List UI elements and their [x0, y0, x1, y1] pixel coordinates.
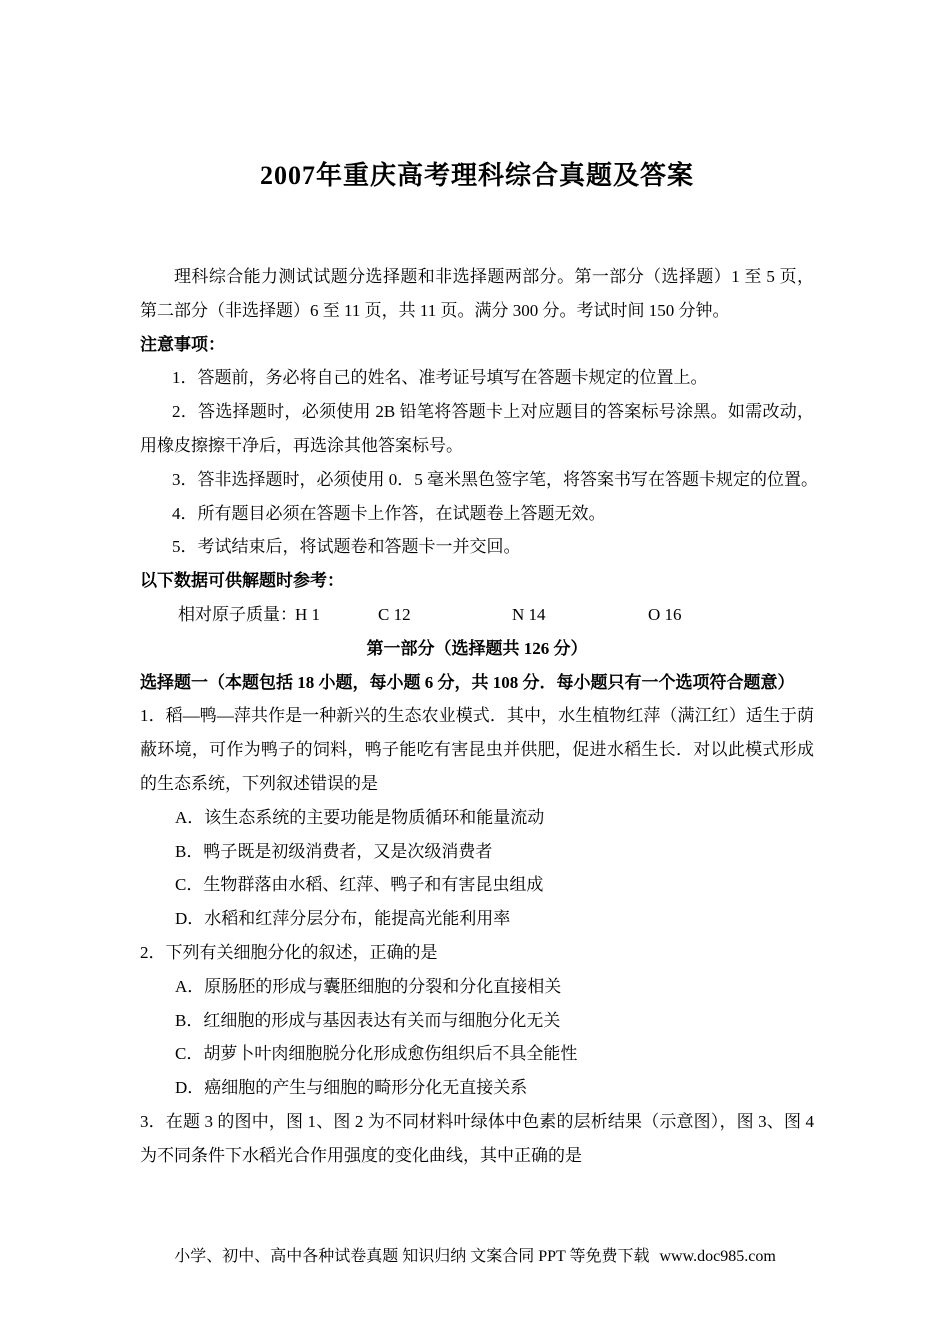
notice-heading: 注意事项：: [140, 334, 225, 354]
question-1-option-d: D．水稻和红萍分层分布，能提高光能利用率: [175, 909, 511, 929]
atomic-mass-o: O 16: [648, 604, 682, 624]
question-3-stem: 3．在题 3 的图中，图 1、图 2 为不同材料叶绿体中色素的层析结果（示意图），图 3、图 4 为不同条件下水稻光合作用强度的变化曲线，其中正确的是: [140, 1111, 814, 1165]
notice-item-5: 5．考试结束后，将试题卷和答题卡一并交回。: [172, 537, 521, 557]
question-2-option-c: C．胡萝卜叶肉细胞脱分化形成愈伤组织后不具全能性: [175, 1044, 578, 1064]
question-1-option-b: B．鸭子既是初级消费者，又是次级消费者: [175, 841, 493, 861]
multiple-choice-section-heading: 选择题一（本题包括 18 小题，每小题 6 分，共 108 分．每小题只有一个选项符合题意）: [140, 672, 795, 692]
footer-text: 小学、初中、高中各种试卷真题 知识归纳 文案合同 PPT 等免费下载: [174, 1248, 650, 1265]
page-footer: [0, 1246, 950, 1268]
notice-item-4: 4．所有题目必须在答题卡上作答，在试题卷上答题无效。: [172, 503, 606, 523]
footer-url: www.doc985.com: [659, 1248, 776, 1265]
question-2-option-b: B．红细胞的形成与基因表达有关而与细胞分化无关: [175, 1010, 561, 1030]
atomic-mass-label: 相对原子质量：: [178, 604, 297, 624]
question-1-stem: 1．稻—鸭—萍共作是一种新兴的生态农业模式．其中，水生植物红萍（满江红）适生于荫蔽环境，可作为鸭子的饲料，鸭子能吃有害昆虫并供肥，促进水稻生长．对以此模式形成的生态系统，下列叙述错误的是: [140, 706, 814, 793]
part1-heading: 第一部分（选择题共 126 分）: [366, 638, 588, 658]
question-1-option-c: C．生物群落由水稻、红萍、鸭子和有害昆虫组成: [175, 875, 544, 895]
reference-heading: 以下数据可供解题时参考：: [140, 571, 344, 591]
intro-paragraph: 理科综合能力测试试题分选择题和非选择题两部分。第一部分（选择题）1 至 5 页，第二部分（非选择题）6 至 11 页，共 11 页。满分 300 分。考试时间 150 分钟。: [140, 267, 814, 320]
question-1-option-a: A．该生态系统的主要功能是物质循环和能量流动: [175, 807, 545, 827]
notice-item-3: 3．答非选择题时，必须使用 0．5 毫米黑色签字笔，将答案书写在答题卡规定的位置。: [172, 469, 818, 489]
question-2-stem: 2．下列有关细胞分化的叙述，正确的是: [140, 942, 438, 962]
atomic-mass-line: [140, 598, 814, 632]
atomic-mass-h: H 1: [295, 604, 321, 624]
atomic-mass-c: C 12: [378, 604, 411, 624]
atomic-mass-n: N 14: [512, 604, 546, 624]
notice-item-1: 1．答题前，务必将自己的姓名、准考证号填写在答题卡规定的位置上。: [172, 368, 708, 388]
question-2-option-d: D．癌细胞的产生与细胞的畸形分化无直接关系: [175, 1078, 528, 1098]
document-content: [140, 0, 818, 1173]
question-2-option-a: A．原肠胚的形成与囊胚细胞的分裂和分化直接相关: [175, 976, 562, 996]
notice-item-2: 2．答选择题时，必须使用 2B 铅笔将答题卡上对应题目的答案标号涂黑。如需改动，用橡皮擦擦干净后，再选涂其他答案标号。: [140, 402, 814, 455]
document-title: 2007年重庆高考理科综合真题及答案: [259, 161, 694, 190]
